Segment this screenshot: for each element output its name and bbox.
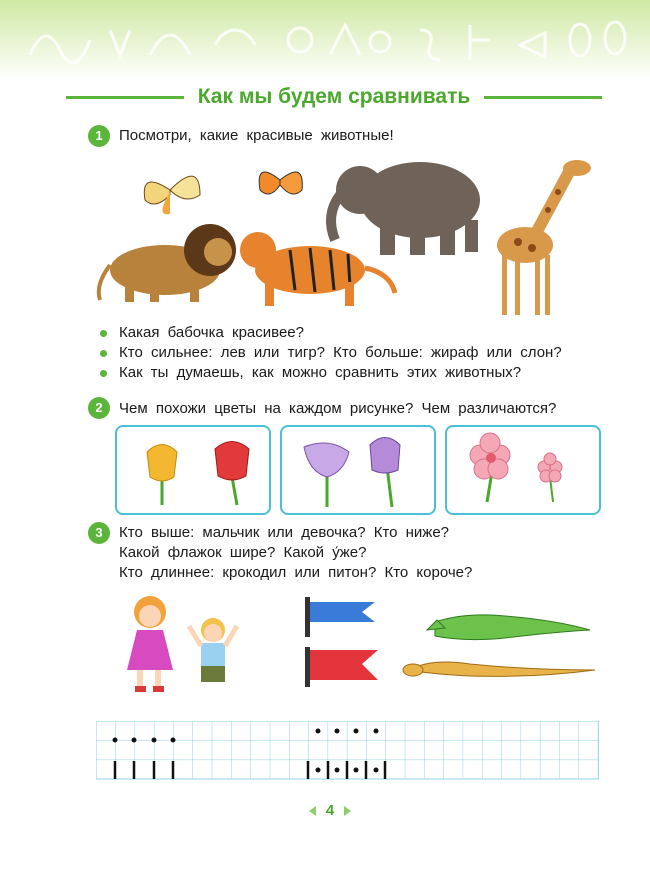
task-1-text: Посмотри, какие красивые животные! <box>119 127 394 144</box>
page-title: Как мы будем сравнивать <box>197 85 471 108</box>
task-number-1: 1 <box>88 125 110 147</box>
prev-page-arrow-icon[interactable] <box>309 806 316 816</box>
task-number-3: 3 <box>88 522 110 544</box>
page-number: 4 <box>325 802 335 819</box>
next-page-arrow-icon[interactable] <box>344 806 351 816</box>
elephant <box>331 162 480 255</box>
task-number-2: 2 <box>88 397 110 419</box>
bullet-dot <box>100 330 107 337</box>
crocodile <box>427 615 590 640</box>
bellflowers-illustration <box>282 427 434 513</box>
flags-illustration <box>300 592 385 692</box>
girl <box>127 596 173 692</box>
tiger <box>240 232 395 306</box>
wide-flag <box>305 647 378 687</box>
bullet-dot <box>100 350 107 357</box>
task-2-text: Чем похожи цветы на каждом рисунке? Чем различаются? <box>119 400 557 417</box>
question-3: Как ты думаешь, как можно сравнить этих животных? <box>119 364 522 381</box>
flower-card-roses <box>445 425 601 515</box>
girl-and-boy-illustration <box>115 590 245 700</box>
tulips-illustration <box>117 427 269 513</box>
question-1: Какая бабочка красивее? <box>119 324 304 341</box>
narrow-flag <box>305 597 375 637</box>
bullet-dot <box>100 370 107 377</box>
giraffe <box>497 160 591 315</box>
crocodile-and-python-illustration <box>395 600 605 690</box>
butterfly-orange <box>259 172 302 194</box>
question-2: Кто сильнее: лев или тигр? Кто больше: жираф или слон? <box>119 344 562 361</box>
lion <box>99 224 236 302</box>
boy <box>189 618 237 682</box>
writing-practice-grid <box>96 721 599 781</box>
wildflowers-illustration <box>447 427 599 513</box>
flower-card-tulips <box>115 425 271 515</box>
animals-illustration <box>90 150 610 320</box>
decorative-header-band <box>0 0 650 80</box>
butterfly-yellow <box>144 176 200 214</box>
page-navigation <box>300 802 360 819</box>
task-3-line-1: Кто выше: мальчик или девочка? Кто ниже? <box>119 524 450 541</box>
python <box>403 662 595 676</box>
header-doodles <box>0 0 650 80</box>
title-divider-left <box>66 96 184 99</box>
task-3-line-3: Кто длиннее: крокодил или питон? Кто короче? <box>119 564 473 581</box>
page-title-row <box>66 82 602 112</box>
flower-card-bells <box>280 425 436 515</box>
task-3-line-2: Какой флажок шире? Какой у́же? <box>119 544 367 561</box>
title-divider-right <box>484 96 602 99</box>
